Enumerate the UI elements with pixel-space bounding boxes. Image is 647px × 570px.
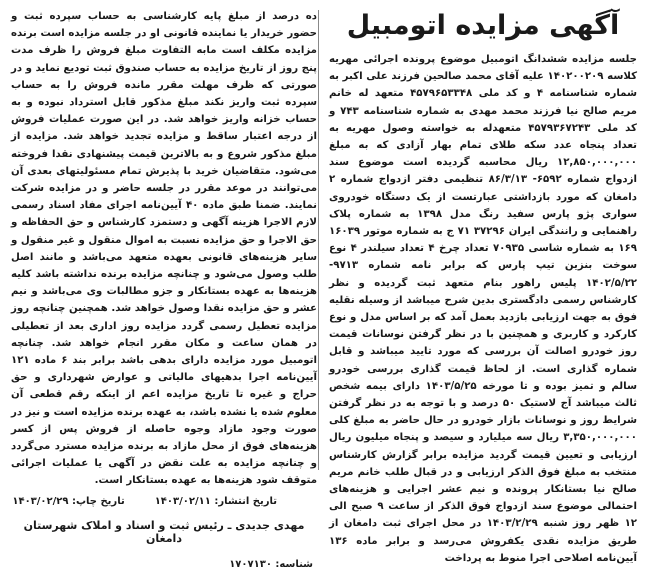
publication-date: تاریخ انتشار: ۱۴۰۳/۰۲/۱۱ <box>154 495 277 507</box>
print-date: تاریخ چاپ: ۱۴۰۳/۰۲/۲۹ <box>12 495 125 507</box>
notice-dates <box>11 496 317 507</box>
notice-title: آگهی مزایده اتومبیل <box>346 10 620 41</box>
right-column <box>329 8 638 564</box>
reference-id: شناسه: ۱۷۰۷۱۳۰ <box>229 558 313 570</box>
left-column <box>11 8 317 570</box>
column-divider <box>318 10 319 470</box>
notice-columns <box>10 8 638 570</box>
signature-line: مهدی جدیدی ـ رئیس ثبت و اسناد و املاک شهرستان دامغان <box>23 518 305 545</box>
notice-body-right: جلسه مزایده ششدانگ اتومبیل موضوع پرونده اجرائی مهریه کلاسه ۱۴۰۲۰۰۲۰۹ علیه آقای محمد صالحین فرزند علی اکبر به شماره شناسنامه ۴ و کد ملی ۴۵۷۹۶۵۳۳۴۸ متعهد له خانم مریم صالح نیا فرزند محمد مهدی به شماره شناسنامه ۷۴۳ و کد ملی ۴۵۷۹۳۶۷۲۴۳ متعهدله به خواسته وصول مهریه به تعداد پنجاه عدد سکه طلای تمام بهار آزادی که به مبلغ ۱۲,۸۵۰,۰۰۰,۰۰۰ ریال محاسبه گردیده است موضوع سند ازدواج شماره ۶۵۹۲- ۸۶/۳/۱۳ تنظیمی دفتر ازدواج شماره ۲ دامغان که مورد بازداشتی عبارتست از یک دستگاه خودروی سواری پژو پارس سفید رنگ مدل ۱۳۹۸ به شماره پلاک راهنمایی و رانندگی ایران ۳۷۲۹۶ ۷۱ ج به شماره موتور ۱۶۰۳۹ ۱۶۹ به شماره شاسی ۷۰۹۳۵ تعداد چرخ ۴ تعداد سیلندر ۴ نوع سوخت بنزین تیپ پارس که برابر نامه شماره ۹۷۱۳- ۱۴۰۲/۵/۲۲ پلیس راهور بنام متعهد ثبت گردیده و نظر کارشناس رسمی دادگستری بدین شرح میباشد از وسیله نقلیه فوق به جهت ارزیابی بازدید بعمل آمد که بر اساس مدل و نوع کارکرد و کاربری و همچنین با در نظر گرفتن نوسانات قیمت روز خودرو اصالت آن بررسی که مورد تایید میباشد و قابل شماره گذاری است. از لحاظ قیمت گذاری بررسی خودرو سالم و تمیز بوده و تا مورخه ۱۴۰۳/۵/۲۵ دارای بیمه شخص ثالث میباشد آج لاستیک ۵۰ درصد و با توجه به در نظر گرفتن شرایط روز و نوسانات بازار خودرو در حال حاضر به مبلغ کلی ۳,۳۵۰,۰۰۰,۰۰۰ ریال سه میلیارد و سیصد و پنجاه میلیون ریال ارزیابی و تعیین قیمت گردید مزایده برابر گزارش کارشناس منتخب به مبلغ فوق الذکر ارزیابی و در قبال طلب خانم مریم صالح نیا بستانکار پرونده و نیم عشر اجرایی و هزینه‌های احتمالی موضوع سند ازدواج فوق الذکر از ساعت ۹ صبح الی ۱۲ ظهر روز شنبه ۱۴۰۳/۲/۲۹ در محل اجرای ثبت دامغان از طریق مزایده نقدی یکفروش می‌رسد و برابر ماده ۱۳۶ آیین‌نامه اصلاحی اجرا منوط به پرداخت <box>329 54 638 564</box>
notice-body-left: ده درصد از مبلغ پایه کارشناسی به حساب سپرده ثبت و حضور خریدار یا نماینده قانونی او در جلسه مزایده است برنده مزایده مکلف است مابه التفاوت مبلغ فروش را ظرف مدت پنج روز از تاریخ مزایده به حساب صندوق ثبت تودیع نماید و در صورتی که ظرف مهلت مقرر مانده فروش را به حساب سپرده ثبت واریز نکند مبلغ مذکور قابل استرداد نبوده و به حساب خزانه واریز خواهد شد. در این صورت عملیات فروش از درجه اعتبار ساقط و مزایده تجدید خواهد شد. مزایده از مبلغ مذکور شروع و به بالاترین قیمت پیشنهادی نقدا فروخته می‌شود. متقاضیان خرید با پذیرش تمام مسئولیتهای بعدی آن می‌توانند در موعد مقرر در جلسه حاضر و در مزایده شرکت نمایند. ضمنا طبق ماده ۴۰ آیین‌نامه اجرای مفاد اسناد رسمی لازم الاجرا هزینه آگهی و دستمزد کارشناس و حق الحفاظه و حق الاجرا و حق مزایده نسبت به اموال منقول و غیر منقول و سایر هزینه‌های قانونی بعهده متعهد می‌باشد و مانند اصل طلب وصول می‌شود و چنانچه مزایده برنده نداشته باشد کلیه هزینه‌ها به عهده بستانکار و جزو مطالبات وی می‌باشد و نیم عشر و حق مزایده نقدا وصول خواهد شد. همچنین چنانچه روز مزایده تعطیل رسمی گردد مزایده روز اداری بعد از تعطیلی در همان ساعت و مکان مقرر انجام خواهد شد. چنانچه اتومبیل مورد مزایده دارای بدهی باشد برابر بند ۶ ماده ۱۲۱ آیین‌نامه اجرا بدهیهای مالیاتی و عوارض شهرداری و حق حراج و غیره تا تاریخ مزایده اعم از اینکه رقم قطعی آن معلوم شده یا نشده باشد، به عهده برنده مزایده است و نیز در صورت وجود مازاد وجوه حاصله از فروش پس از کسر هزینه‌های فوق از محل مازاد به برنده مزایده مسترد می‌گردد و چنانچه مزایده به علت نقض در آگهی یا عملیات اجرائی متوقف شود هزینه‌ها به عهده بستانکار است. <box>11 11 317 487</box>
